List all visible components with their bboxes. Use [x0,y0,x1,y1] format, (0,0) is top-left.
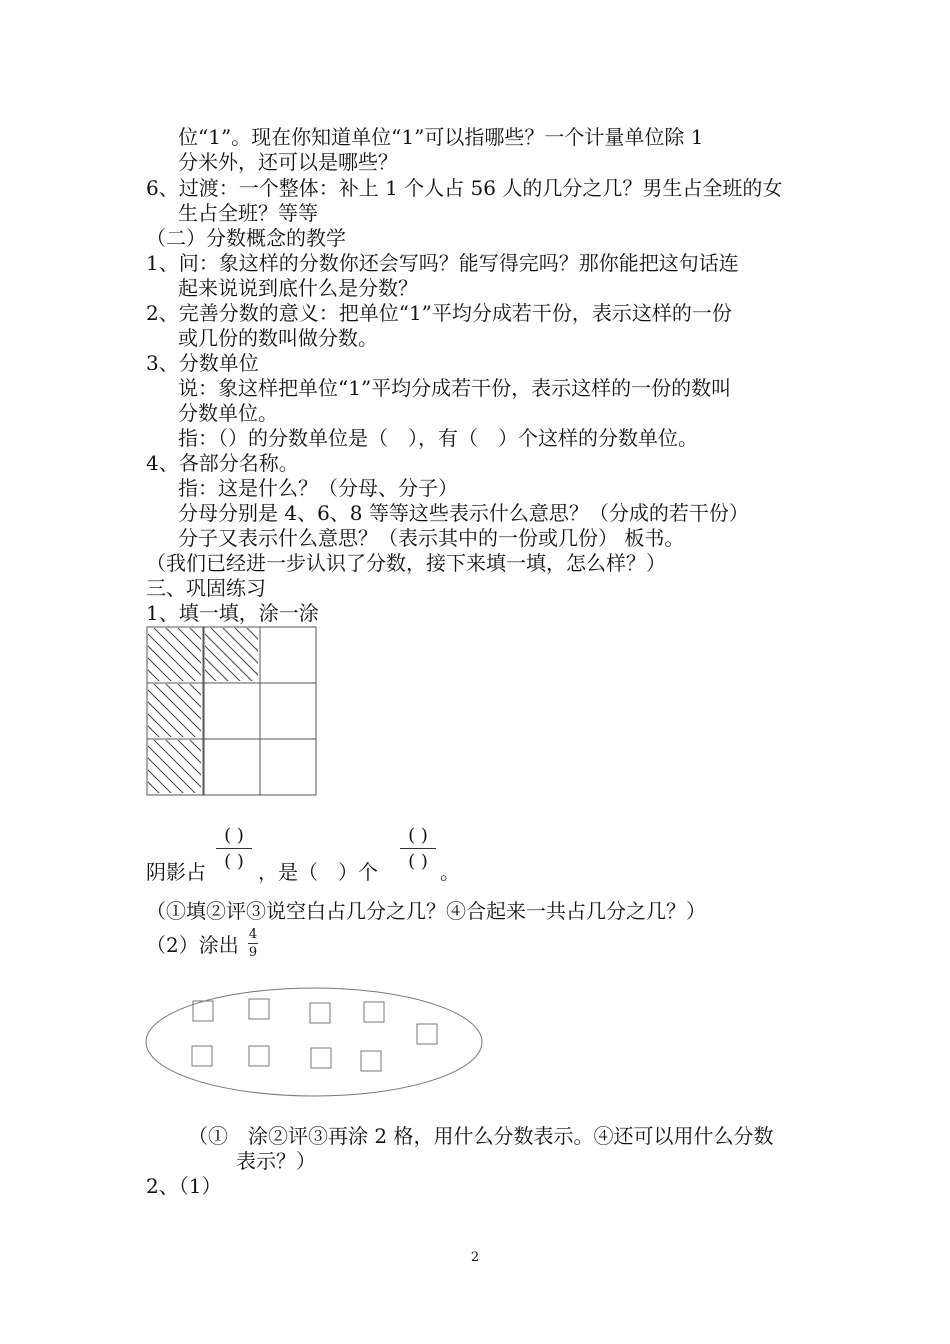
text-line: 或几份的数叫做分数。 [178,326,378,350]
text-line: 分数单位。 [178,401,278,425]
ellipse-with-squares [144,986,484,1098]
text-line: 分米外，还可以是哪些？ [178,150,398,174]
text-line: 说：象这样把单位“1”平均分成若干份，表示这样的一份的数叫 [178,376,732,400]
fraction-bar [400,848,436,849]
next-item: 2、（1） [146,1174,222,1198]
text-line: 3、分数单位 [146,351,259,375]
text-line: 分子又表示什么意思？（表示其中的一份或几份） 板书。 [178,526,685,550]
fraction-numerator: 4 [248,927,258,942]
square [249,999,269,1019]
square [364,1002,384,1022]
square [310,1003,330,1023]
steps-text: （①填②评③说空白占几分之几？④合起来一共占几分之几？） [146,899,706,923]
text-line: 4、各部分名称。 [146,451,299,475]
text-line: 生占全班？等等 [178,201,318,225]
text-line: （我们已经进一步认识了分数，接下来填一填，怎么样？） [146,551,666,575]
text-line: 起来说说到底什么是分数？ [178,276,418,300]
paint-label: （2）涂出 [146,933,239,957]
fraction-numerator-blank: ( ) [408,825,428,846]
shade-prefix: 阴影占 [146,860,206,884]
followup-text: 表示？） [236,1149,316,1173]
square [249,1046,269,1066]
shade-suffix: 。 [440,860,460,884]
followup-text: （① 涂②评③再涂 2 格，用什么分数表示。④还可以用什么分数 [188,1124,774,1148]
shaded-cell [146,684,250,744]
text-line: 分母分别是 4、6、8 等等这些表示什么意思？（分成的若干份） [178,501,749,525]
text-line: 指：这是什么？（分母、分子） [178,476,458,500]
text-line: 1、问：象这样的分数你还会写吗？能写得完吗？那你能把这句话连 [146,251,739,275]
shade-middle: ，是（ ）个 [258,860,378,884]
fraction-denominator: 9 [248,945,258,960]
text-line: 6、过渡：一个整体：补上 1 个人占 56 人的几分之几？男生占全班的女 [146,176,783,200]
section-heading: 三、巩固练习 [146,576,266,600]
fraction-bar [248,943,258,944]
page-number: 2 [470,1250,480,1265]
fraction-numerator-blank: ( ) [224,825,244,846]
text-line: 指：（）的分数单位是（ ），有（ ）个这样的分数单位。 [178,426,698,450]
fraction-grid [146,626,318,798]
fraction-denominator-blank: ( ) [408,851,428,872]
shaded-cell [146,740,250,798]
text-line: 2、完善分数的意义：把单位“1”平均分成若干份，表示这样的一份 [146,301,732,325]
square [192,1046,212,1066]
square [361,1051,381,1071]
shaded-cell [146,628,250,688]
text-line: 位“1”。现在你知道单位“1”可以指哪些？一个计量单位除 1 [178,125,704,149]
fraction-bar [216,848,252,849]
square [417,1024,437,1044]
square [311,1048,331,1068]
text-line: 1、填一填，涂一涂 [146,601,319,625]
section-heading: （二）分数概念的教学 [146,226,346,250]
fraction-denominator-blank: ( ) [224,851,244,872]
